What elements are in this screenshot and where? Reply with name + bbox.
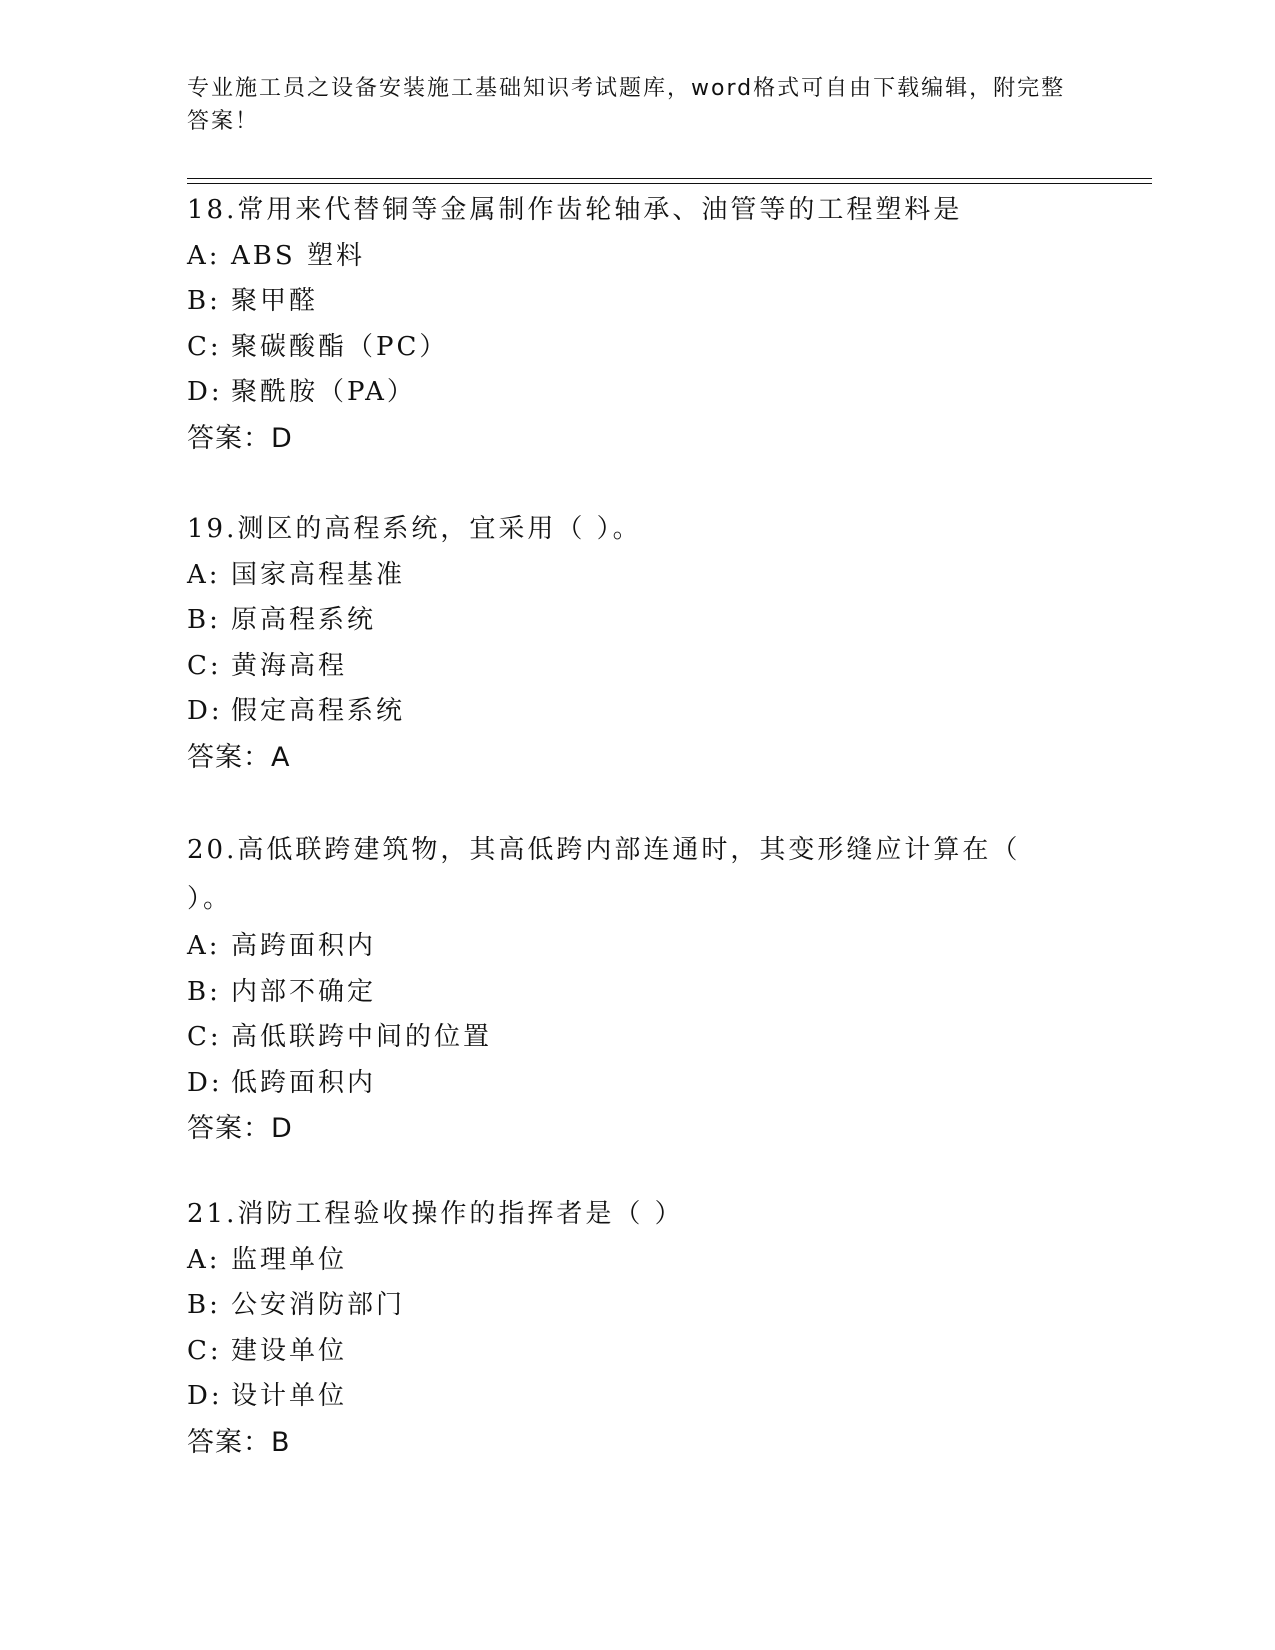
option-prefix: D:	[187, 1381, 223, 1411]
option-prefix: C:	[187, 1022, 222, 1052]
option-d	[187, 1061, 1087, 1107]
option-prefix: B:	[187, 1290, 221, 1320]
option-b	[187, 970, 1087, 1016]
option-d	[187, 370, 1087, 416]
option-prefix: D:	[187, 696, 223, 726]
option-a	[187, 234, 1087, 280]
option-prefix: B:	[187, 605, 221, 635]
answer: 答案：A	[187, 741, 291, 773]
option-prefix: D:	[187, 377, 223, 407]
option-b	[187, 279, 1087, 325]
option-text: 假定高程系统	[231, 696, 406, 726]
option-prefix: C:	[187, 331, 222, 362]
option-text: 监理单位	[231, 1244, 348, 1275]
option-c	[187, 644, 1087, 690]
option-text: 公安消防部门	[231, 1290, 406, 1320]
option-a	[187, 924, 1087, 970]
question-21	[187, 1192, 1087, 1466]
question-title: 19.测区的高程系统，宜采用（ ）。	[187, 514, 642, 544]
option-text: ABS 塑料	[231, 240, 365, 271]
option-a	[187, 553, 1087, 599]
question-19	[187, 507, 1087, 781]
option-a	[187, 1238, 1087, 1284]
question-18	[187, 188, 1087, 462]
answer: 答案：D	[187, 1113, 293, 1144]
option-text: 设计单位	[231, 1381, 348, 1411]
option-prefix: C:	[187, 1335, 222, 1366]
header-divider-top	[187, 178, 1152, 179]
option-c	[187, 1329, 1087, 1375]
option-b	[187, 598, 1087, 644]
question-title: 20.高低联跨建筑物，其高低跨内部连通时，其变形缝应计算在（ ）。	[187, 835, 1021, 914]
option-prefix: C:	[187, 650, 222, 681]
option-c	[187, 1015, 1087, 1061]
option-text: 建设单位	[231, 1335, 348, 1366]
question-title: 18.常用来代替铜等金属制作齿轮轴承、油管等的工程塑料是	[187, 195, 963, 225]
option-text: 原高程系统	[231, 605, 377, 635]
option-prefix: A:	[187, 240, 221, 271]
option-text: 内部不确定	[231, 976, 377, 1007]
option-text: 高低联跨中间的位置	[231, 1022, 493, 1052]
option-prefix: B:	[187, 976, 221, 1007]
option-text: 高跨面积内	[231, 931, 377, 961]
answer: 答案：B	[187, 1426, 291, 1458]
option-d	[187, 1374, 1087, 1420]
option-text: 聚碳酸酯（PC）	[231, 331, 449, 362]
option-prefix: B:	[187, 286, 221, 316]
option-c	[187, 325, 1087, 371]
option-prefix: D:	[187, 1067, 223, 1098]
header-divider-bottom	[187, 183, 1152, 184]
document-header: 专业施工员之设备安装施工基础知识考试题库，word格式可自由下载编辑，附完整答案！	[187, 76, 1066, 134]
option-prefix: A:	[187, 559, 221, 590]
option-text: 聚甲醛	[231, 286, 319, 316]
option-prefix: A:	[187, 931, 221, 961]
option-text: 低跨面积内	[231, 1067, 377, 1098]
answer: 答案：D	[187, 422, 293, 454]
option-b	[187, 1283, 1087, 1329]
option-text: 黄海高程	[231, 650, 348, 681]
option-text: 国家高程基准	[231, 559, 406, 590]
question-title: 21.消防工程验收操作的指挥者是（ ）	[187, 1199, 684, 1229]
option-d	[187, 689, 1087, 735]
option-text: 聚酰胺（PA）	[231, 377, 416, 407]
question-20	[187, 826, 1087, 1152]
option-prefix: A:	[187, 1244, 221, 1275]
